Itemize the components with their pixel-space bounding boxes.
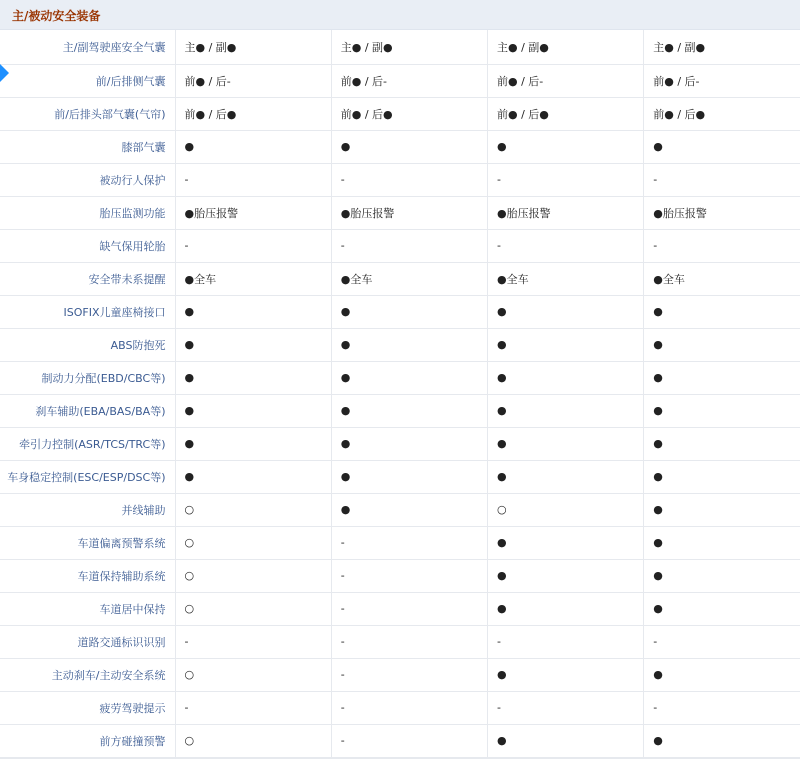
row-label: 主动刹车/主动安全系统 bbox=[0, 658, 175, 691]
value-cell: ● bbox=[331, 427, 487, 460]
value-cell: ● bbox=[488, 724, 644, 757]
value-cell: - bbox=[488, 229, 644, 262]
table-row bbox=[0, 295, 800, 328]
row-marker-icon bbox=[0, 64, 9, 82]
value-cell: ○ bbox=[175, 526, 331, 559]
row-label: 道路交通标识识别 bbox=[0, 625, 175, 658]
value-cell: ● bbox=[644, 658, 800, 691]
value-cell: ○ bbox=[175, 658, 331, 691]
row-label: 车道偏离预警系统 bbox=[0, 526, 175, 559]
row-label: ABS防抱死 bbox=[0, 328, 175, 361]
row-label: 车道居中保持 bbox=[0, 592, 175, 625]
value-cell: ● bbox=[175, 361, 331, 394]
value-cell: ●全车 bbox=[488, 262, 644, 295]
value-cell: - bbox=[331, 229, 487, 262]
value-cell: ● bbox=[488, 460, 644, 493]
value-cell: ○ bbox=[488, 493, 644, 526]
value-cell: ●胎压报警 bbox=[175, 196, 331, 229]
value-cell: - bbox=[175, 163, 331, 196]
value-cell: 前● / 后● bbox=[175, 97, 331, 130]
value-cell: ●胎压报警 bbox=[644, 196, 800, 229]
value-cell: ● bbox=[644, 130, 800, 163]
table-row bbox=[0, 262, 800, 295]
table-row bbox=[0, 592, 800, 625]
table-row bbox=[0, 130, 800, 163]
value-cell: 主● / 副● bbox=[175, 30, 331, 64]
spec-table bbox=[0, 30, 800, 758]
row-label: 制动力分配(EBD/CBC等) bbox=[0, 361, 175, 394]
value-cell: - bbox=[331, 592, 487, 625]
value-cell: ● bbox=[488, 427, 644, 460]
value-cell: ●全车 bbox=[644, 262, 800, 295]
value-cell: 前● / 后- bbox=[331, 64, 487, 97]
value-cell: - bbox=[644, 691, 800, 724]
value-cell: - bbox=[175, 229, 331, 262]
row-label: 主/副驾驶座安全气囊 bbox=[0, 30, 175, 64]
row-label: 前方碰撞预警 bbox=[0, 724, 175, 757]
value-cell: ● bbox=[488, 130, 644, 163]
value-cell: - bbox=[175, 691, 331, 724]
value-cell: ● bbox=[488, 592, 644, 625]
value-cell: ● bbox=[488, 526, 644, 559]
table-row bbox=[0, 526, 800, 559]
table-row bbox=[0, 625, 800, 658]
value-cell: ○ bbox=[175, 724, 331, 757]
value-cell: ●胎压报警 bbox=[488, 196, 644, 229]
table-row bbox=[0, 559, 800, 592]
row-label: 疲劳驾驶提示 bbox=[0, 691, 175, 724]
value-cell: 主● / 副● bbox=[331, 30, 487, 64]
table-row bbox=[0, 427, 800, 460]
value-cell: - bbox=[488, 625, 644, 658]
value-cell: ●全车 bbox=[331, 262, 487, 295]
value-cell: ● bbox=[175, 427, 331, 460]
row-label: ISOFIX儿童座椅接口 bbox=[0, 295, 175, 328]
table-row bbox=[0, 724, 800, 757]
value-cell: - bbox=[488, 163, 644, 196]
value-cell: ● bbox=[488, 328, 644, 361]
value-cell: - bbox=[488, 691, 644, 724]
table-row bbox=[0, 229, 800, 262]
table-row bbox=[0, 64, 800, 97]
row-label: 刹车辅助(EBA/BAS/BA等) bbox=[0, 394, 175, 427]
value-cell: ● bbox=[644, 493, 800, 526]
value-cell: 前● / 后● bbox=[488, 97, 644, 130]
value-cell: 前● / 后● bbox=[331, 97, 487, 130]
table-row bbox=[0, 460, 800, 493]
row-label: 缺气保用轮胎 bbox=[0, 229, 175, 262]
value-cell: - bbox=[644, 625, 800, 658]
value-cell: - bbox=[331, 526, 487, 559]
section-title: 主/被动安全装备 bbox=[12, 9, 101, 23]
row-label: 膝部气囊 bbox=[0, 130, 175, 163]
table-row bbox=[0, 361, 800, 394]
value-cell: ○ bbox=[175, 493, 331, 526]
value-cell: ● bbox=[331, 130, 487, 163]
value-cell: 前● / 后- bbox=[175, 64, 331, 97]
value-cell: ○ bbox=[175, 592, 331, 625]
value-cell: ● bbox=[331, 460, 487, 493]
value-cell: ● bbox=[644, 460, 800, 493]
value-cell: ● bbox=[644, 328, 800, 361]
value-cell: ● bbox=[644, 724, 800, 757]
table-row bbox=[0, 493, 800, 526]
table-row bbox=[0, 163, 800, 196]
value-cell: - bbox=[331, 163, 487, 196]
value-cell: - bbox=[331, 658, 487, 691]
table-row bbox=[0, 658, 800, 691]
value-cell: ● bbox=[175, 460, 331, 493]
table-row bbox=[0, 328, 800, 361]
value-cell: ● bbox=[331, 295, 487, 328]
value-cell: ● bbox=[488, 658, 644, 691]
value-cell: - bbox=[331, 559, 487, 592]
value-cell: ● bbox=[331, 361, 487, 394]
value-cell: ● bbox=[644, 592, 800, 625]
value-cell: ● bbox=[644, 295, 800, 328]
row-label: 安全带未系提醒 bbox=[0, 262, 175, 295]
row-label: 车身稳定控制(ESC/ESP/DSC等) bbox=[0, 460, 175, 493]
value-cell: ● bbox=[175, 130, 331, 163]
value-cell: 主● / 副● bbox=[644, 30, 800, 64]
value-cell: ● bbox=[488, 559, 644, 592]
spec-table-wrap bbox=[0, 30, 800, 759]
value-cell: 前● / 后- bbox=[644, 64, 800, 97]
value-cell: ● bbox=[331, 394, 487, 427]
row-label: 前/后排头部气囊(气帘) bbox=[0, 97, 175, 130]
value-cell: ● bbox=[331, 328, 487, 361]
table-row bbox=[0, 30, 800, 64]
row-label: 并线辅助 bbox=[0, 493, 175, 526]
value-cell: - bbox=[331, 691, 487, 724]
table-row bbox=[0, 394, 800, 427]
section-header bbox=[0, 0, 800, 30]
row-label: 被动行人保护 bbox=[0, 163, 175, 196]
value-cell: ● bbox=[644, 559, 800, 592]
value-cell: - bbox=[175, 625, 331, 658]
table-row bbox=[0, 196, 800, 229]
value-cell: - bbox=[331, 724, 487, 757]
value-cell: ● bbox=[175, 328, 331, 361]
value-cell: 前● / 后- bbox=[488, 64, 644, 97]
table-row bbox=[0, 97, 800, 130]
value-cell: ● bbox=[331, 493, 487, 526]
value-cell: ●胎压报警 bbox=[331, 196, 487, 229]
value-cell: ● bbox=[175, 394, 331, 427]
value-cell: - bbox=[644, 163, 800, 196]
value-cell: - bbox=[331, 625, 487, 658]
value-cell: 主● / 副● bbox=[488, 30, 644, 64]
value-cell: ● bbox=[644, 394, 800, 427]
value-cell: ● bbox=[488, 361, 644, 394]
value-cell: ● bbox=[488, 295, 644, 328]
table-bottom-border bbox=[0, 758, 800, 759]
value-cell: ● bbox=[644, 526, 800, 559]
table-row bbox=[0, 691, 800, 724]
value-cell: ● bbox=[488, 394, 644, 427]
row-label: 胎压监测功能 bbox=[0, 196, 175, 229]
row-label: 前/后排侧气囊 bbox=[0, 64, 175, 97]
value-cell: ○ bbox=[175, 559, 331, 592]
value-cell: ●全车 bbox=[175, 262, 331, 295]
value-cell: ● bbox=[175, 295, 331, 328]
value-cell: 前● / 后● bbox=[644, 97, 800, 130]
row-label: 车道保持辅助系统 bbox=[0, 559, 175, 592]
row-label: 牵引力控制(ASR/TCS/TRC等) bbox=[0, 427, 175, 460]
value-cell: ● bbox=[644, 361, 800, 394]
value-cell: - bbox=[644, 229, 800, 262]
value-cell: ● bbox=[644, 427, 800, 460]
